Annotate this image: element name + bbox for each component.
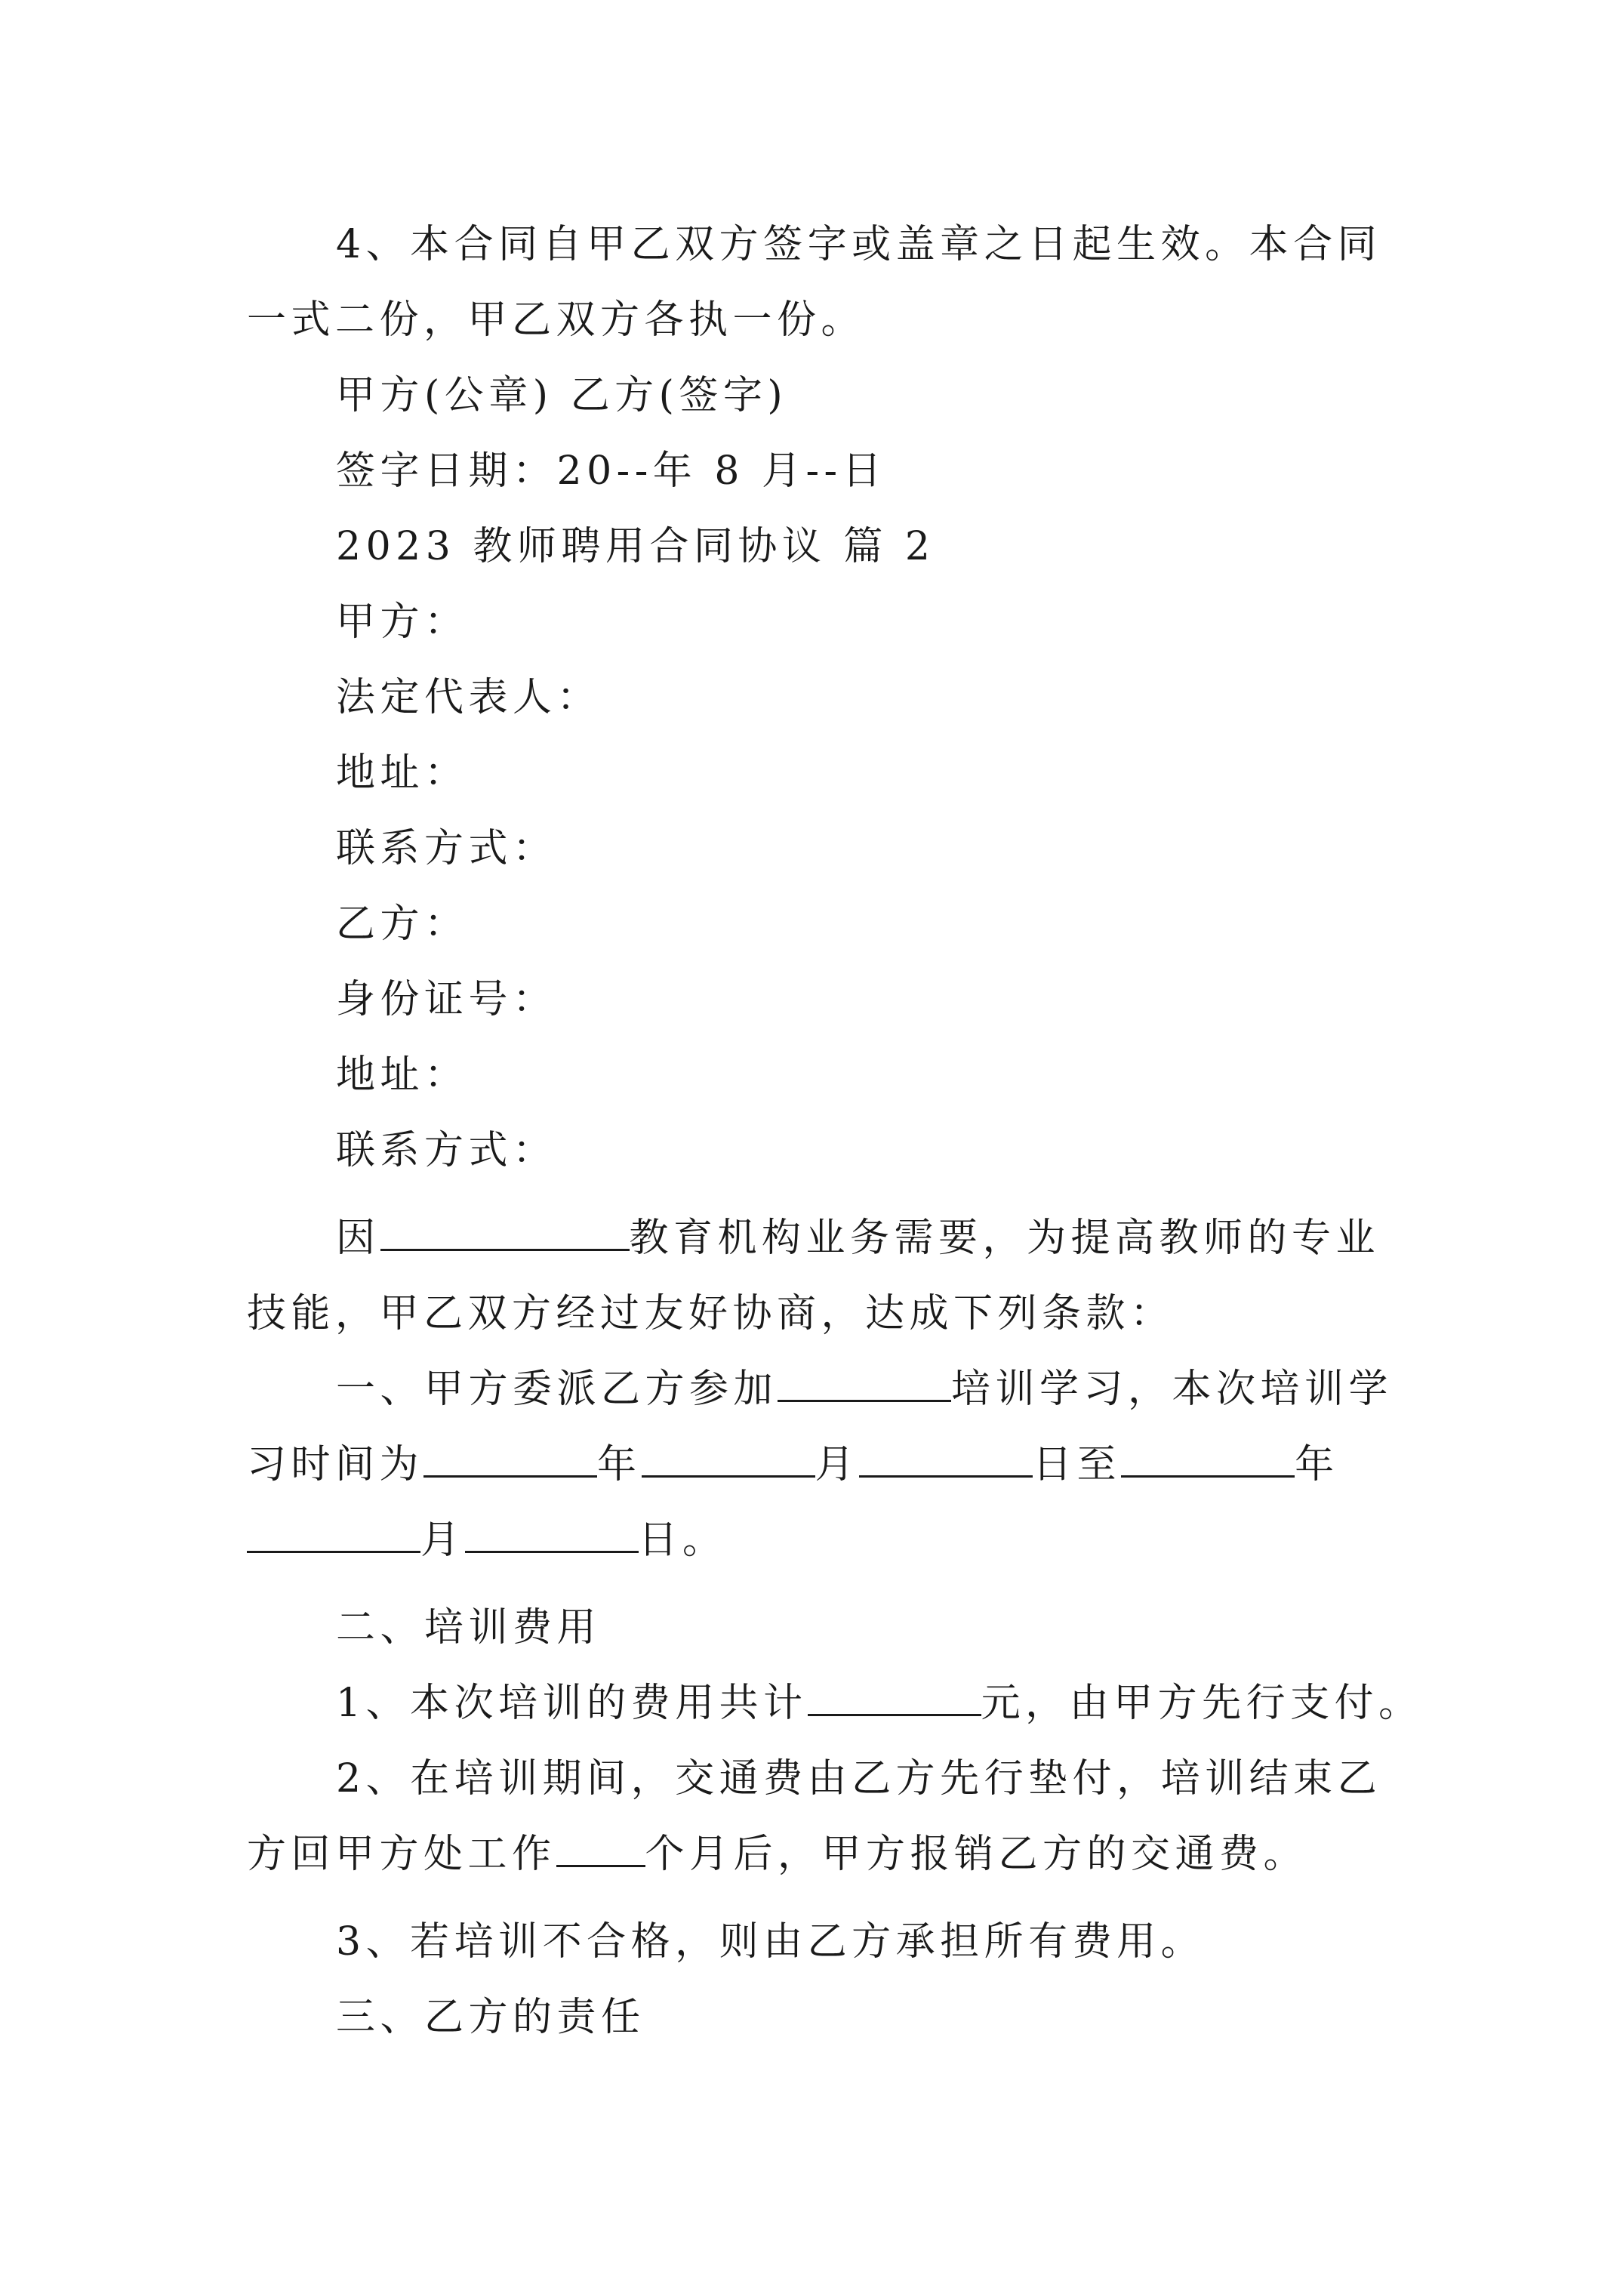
- legal-rep-label: 法定代表人：: [336, 675, 602, 720]
- item-1: [336, 1673, 1423, 1734]
- party-a-address-label: 地址：: [336, 750, 469, 796]
- reason-paragraph-line-2: 技能，甲乙双方经过友好协商，达成下列条款：: [247, 1291, 1175, 1336]
- item-2-text-a: 方回甲方处工作: [247, 1832, 556, 1877]
- reason-prefix: 因: [336, 1216, 380, 1261]
- start-year-blank: [423, 1436, 597, 1478]
- item-2-line-2: [247, 1824, 1307, 1885]
- section-three-heading: 三、乙方的责任: [336, 1995, 645, 2040]
- clause-one-text-c: 习时间为: [247, 1442, 424, 1487]
- item-2-text-b: 个月后，甲方报销乙方的交通费。: [645, 1832, 1308, 1877]
- reason-paragraph-line-1: [336, 1208, 1380, 1268]
- training-name-blank: [778, 1361, 951, 1402]
- day-to-label: 日至: [1033, 1442, 1122, 1487]
- clause-one-line-3: [247, 1510, 727, 1570]
- year-label: 年: [597, 1442, 642, 1487]
- clause-one-text-b: 培训学习，本次培训学: [951, 1367, 1394, 1412]
- signature-date: 签字日期：20--年 8 月--日: [336, 448, 887, 494]
- section-two-heading: 二、培训费用: [336, 1605, 602, 1650]
- party-b-contact-label: 联系方式：: [336, 1128, 557, 1173]
- party-b-address-label: 地址：: [336, 1052, 469, 1098]
- end-year-blank: [1121, 1436, 1295, 1478]
- end-month-blank: [247, 1512, 420, 1553]
- month-label: 月: [815, 1442, 860, 1487]
- party-a-contact-label: 联系方式：: [336, 826, 557, 871]
- institution-blank: [380, 1210, 630, 1251]
- reason-text: 教育机构业务需要，为提高教师的专业: [629, 1216, 1381, 1261]
- item-2-line-1: 2、在培训期间，交通费由乙方先行垫付，培训结束乙: [336, 1756, 1382, 1801]
- item-3: 3、若培训不合格，则由乙方承担所有费用。: [336, 1919, 1206, 1965]
- clause-4-line-2: 一式二份，甲乙双方各执一份。: [247, 297, 866, 343]
- item-1-text-b: 元，由甲方先行支付。: [981, 1681, 1423, 1726]
- party-b-label: 乙方：: [336, 901, 469, 947]
- start-month-blank: [642, 1436, 815, 1478]
- signature-parties: 甲方(公章) 乙方(签字): [336, 373, 788, 418]
- clause-one-text-a: 一、甲方委派乙方参加: [336, 1367, 778, 1412]
- start-day-blank: [859, 1436, 1033, 1478]
- fee-amount-blank: [808, 1675, 981, 1716]
- end-year-label: 年: [1295, 1442, 1339, 1487]
- clause-one-line-2: [247, 1435, 1339, 1495]
- months-blank: [556, 1826, 645, 1867]
- clause-one-line-1: [336, 1359, 1393, 1419]
- end-day-blank: [465, 1512, 639, 1553]
- clause-4-line-1: 4、本合同自甲乙双方签字或盖章之日起生效。本合同: [336, 222, 1382, 267]
- id-number-label: 身份证号：: [336, 977, 557, 1022]
- end-month-label: 月: [420, 1518, 465, 1563]
- party-a-label: 甲方：: [336, 599, 469, 645]
- item-1-text-a: 1、本次培训的费用共计: [336, 1681, 808, 1726]
- section-title: 2023 教师聘用合同协议 篇 2: [336, 524, 935, 569]
- end-day-label: 日。: [638, 1518, 727, 1563]
